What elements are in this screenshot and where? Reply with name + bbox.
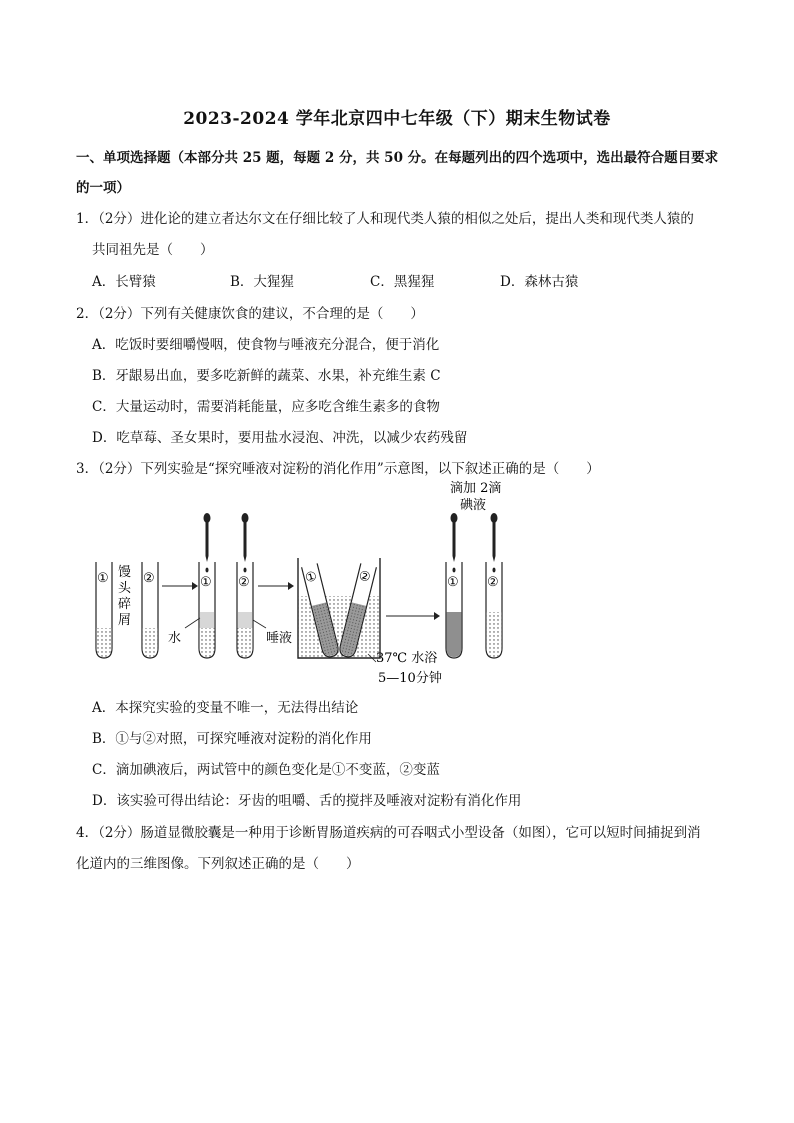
iodine-label-2: 碘液: [460, 498, 487, 513]
tube-2-mid-label: ②: [238, 575, 250, 590]
final-tube-1-label: ①: [447, 575, 459, 590]
tube-1-mid-label: ①: [200, 575, 212, 590]
q1-option-d: D．森林古猿: [500, 274, 579, 290]
mantou-label-2: 头: [118, 581, 132, 596]
mantou-label-3: 碎: [118, 597, 132, 612]
mantou-label-1: 馒: [118, 565, 132, 580]
water-bath-beaker: [298, 558, 442, 686]
bath-tube-1-label: ①: [303, 569, 319, 587]
tube-1-initial: [96, 562, 112, 658]
q1-option-a: A．长臂猿: [92, 274, 156, 290]
bath-tube-2-label: ②: [357, 568, 372, 586]
question-4-stem: 4．（2分）肠道显微胶囊是一种用于诊断胃肠道疾病的可吞咽式小型设备（如图），它可以短时间捕捉到消: [76, 825, 701, 841]
q2-option-b: B．牙龈易出血，要多吃新鲜的蔬菜、水果，补充维生素 C: [92, 368, 441, 384]
question-4-stem-cont: 化道内的三维图像。下列叙述正确的是（ ）: [76, 856, 360, 872]
q2-option-a: A．吃饭时要细嚼慢咽，使食物与唾液充分混合，便于消化: [92, 337, 440, 353]
mantou-label-4: 屑: [118, 613, 132, 628]
arrow-2: [258, 582, 294, 590]
question-3-stem: 3．（2分）下列实验是“探究唾液对淀粉的消化作用”示意图，以下叙述正确的是（ ）: [76, 461, 600, 477]
q2-option-c: C．大量运动时，需要消耗能量，应多吃含维生素多的食物: [92, 399, 440, 415]
bath-label: 37℃ 水浴: [376, 651, 438, 666]
final-tube-1: [446, 513, 462, 658]
q3-option-c: C．滴加碘液后，两试管中的颜色变化是①不变蓝，②变蓝: [92, 762, 440, 778]
tube-1-label: ①: [97, 571, 109, 586]
q3-option-b: B．①与②对照，可探究唾液对淀粉的消化作用: [92, 731, 372, 747]
final-tube-2: [486, 513, 502, 658]
iodine-label-1: 滴加 2滴: [450, 481, 502, 496]
q2-option-d: D．吃草莓、圣女果时，要用盐水浸泡、冲洗，以减少农药残留: [92, 430, 468, 446]
q3-option-d: D．该实验可得出结论：牙齿的咀嚼、舌的搅拌及唾液对淀粉有消化作用: [92, 793, 522, 809]
tube-2-label: ②: [143, 571, 155, 586]
saliva-label: 唾液: [266, 631, 293, 646]
tube-2-initial: [142, 562, 158, 658]
experiment-diagram: [88, 478, 528, 688]
q1-option-c: C．黑猩猩: [370, 274, 435, 290]
water-label: 水: [168, 631, 182, 646]
time-label: 5—10分钟: [378, 671, 442, 686]
q1-option-b: B．大猩猩: [230, 274, 294, 290]
arrow-3: [386, 612, 440, 620]
page-title: 2023-2024 学年北京四中七年级（下）期末生物试卷: [183, 109, 611, 129]
question-1-stem-cont: 共同祖先是（ ）: [92, 242, 214, 258]
final-tube-2-label: ②: [487, 575, 499, 590]
question-1-stem: 1．（2分）进化论的建立者达尔文在仔细比较了人和现代类人猿的相似之处后，提出人类和现代类人猿的: [76, 211, 694, 227]
question-2-stem: 2．（2分）下列有关健康饮食的建议，不合理的是（ ）: [76, 306, 424, 322]
section-heading-cont: 的一项）: [76, 180, 130, 196]
arrow-1: [162, 582, 198, 590]
section-heading: 一、单项选择题（本部分共 25 题，每题 2 分，共 50 分。在每题列出的四个选项中，选出最符合题目要求: [76, 150, 719, 166]
q3-option-a: A．本探究实验的变量不唯一，无法得出结论: [92, 700, 359, 716]
